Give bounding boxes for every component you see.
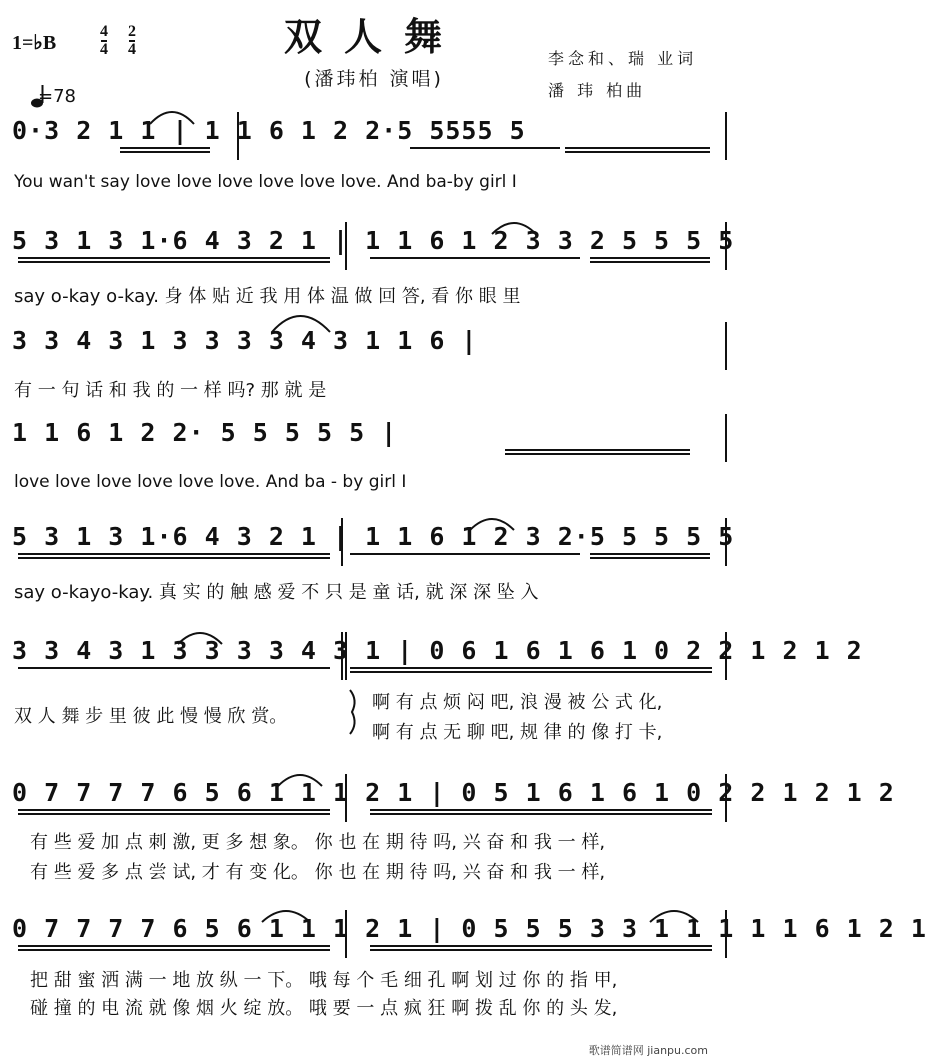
lyric-line-7b: 有 些 爱 多 点 尝 试, 才 有 变 化。 你 也 在 期 待 吗, 兴 奋 和 我 一 样, [30,862,606,883]
singer-credit: (潘玮柏 演唱) [304,68,444,90]
key-signature: 1=♭B [12,32,57,54]
notation-line-7: 0 7 7 7 7 6 5 6 1 1 1 2 1 | 0 5 1 6 1 6 1 0 2 2 1 2 1 2 [12,778,895,807]
watermark: 歌谱简谱网 jianpu.com [588,1044,708,1057]
lyricist-credit: 李念和、瑞 业词 [548,49,698,68]
lyric-line-1: You wan't say love love love love love love. And ba-by girl I [14,172,517,192]
tempo-marking: =78 [38,86,76,107]
lyric-line-5: say o-kayo-kay. 真 实 的 触 感 爱 不 只 是 童 话, 就 深 深 坠 入 [14,582,539,603]
lyric-line-6c: 啊 有 点 无 聊 吧, 规 律 的 像 打 卡, [372,722,663,743]
notation-line-4: 1 1 6 1 2 2· 5 5 5 5 5 | [12,418,398,447]
time-signature-1: 4 4 [100,23,108,58]
notation-line-1: 0·3 2 1 1 | 1 1 6 1 2 2·5 5555 5 [12,116,526,145]
composer-credit: 潘 玮 柏曲 [548,81,647,100]
lyric-line-7a: 有 些 爱 加 点 刺 激, 更 多 想 象。 你 也 在 期 待 吗, 兴 奋 和 我 一 样, [30,832,606,853]
notation-line-2: 5 3 1 3 1·6 4 3 2 1 | 1 1 6 1 2 3 3 2 5 5 5 5 [12,226,735,255]
lyric-line-3: 有 一 句 话 和 我 的 一 样 吗? 那 就 是 [14,380,327,401]
lyric-line-6a: 双 人 舞 步 里 彼 此 慢 慢 欣 赏。 [14,706,288,727]
notation-line-5: 5 3 1 3 1·6 4 3 2 1 | 1 1 6 1 2 3 2·5 5 5 5 5 [12,522,735,551]
lyric-line-8b: 碰 撞 的 电 流 就 像 烟 火 绽 放。 哦 要 一 点 疯 狂 啊 拨 乱 你 的 头 发, [30,998,618,1019]
lyric-line-4: love love love love love love. And ba - by girl I [14,472,407,492]
notation-line-6: 3 3 4 3 1 3 3 3 3 4 3 1 | 0 6 1 6 1 6 1 0 2 2 1 2 1 2 [12,636,863,665]
notation-line-3: 3 3 4 3 1 3 3 3 3 4 3 1 1 6 | [12,326,478,355]
lyric-line-6b: 啊 有 点 烦 闷 吧, 浪 漫 被 公 式 化, [372,692,663,713]
lyric-line-8a: 把 甜 蜜 洒 满 一 地 放 纵 一 下。 哦 每 个 毛 细 孔 啊 划 过 你 的 指 甲, [30,970,618,991]
notation-line-8: 0 7 7 7 7 6 5 6 1 1 1 2 1 | 0 5 5 5 3 3 1 1 1 1 1 6 1 2 1 [12,914,927,943]
time-signature-2: 2 4 [128,23,136,58]
lyric-line-2: say o-kay o-kay. 身 体 贴 近 我 用 体 温 做 回 答, 看 你 眼 里 [14,286,521,307]
song-title: 双人舞 [283,14,464,59]
